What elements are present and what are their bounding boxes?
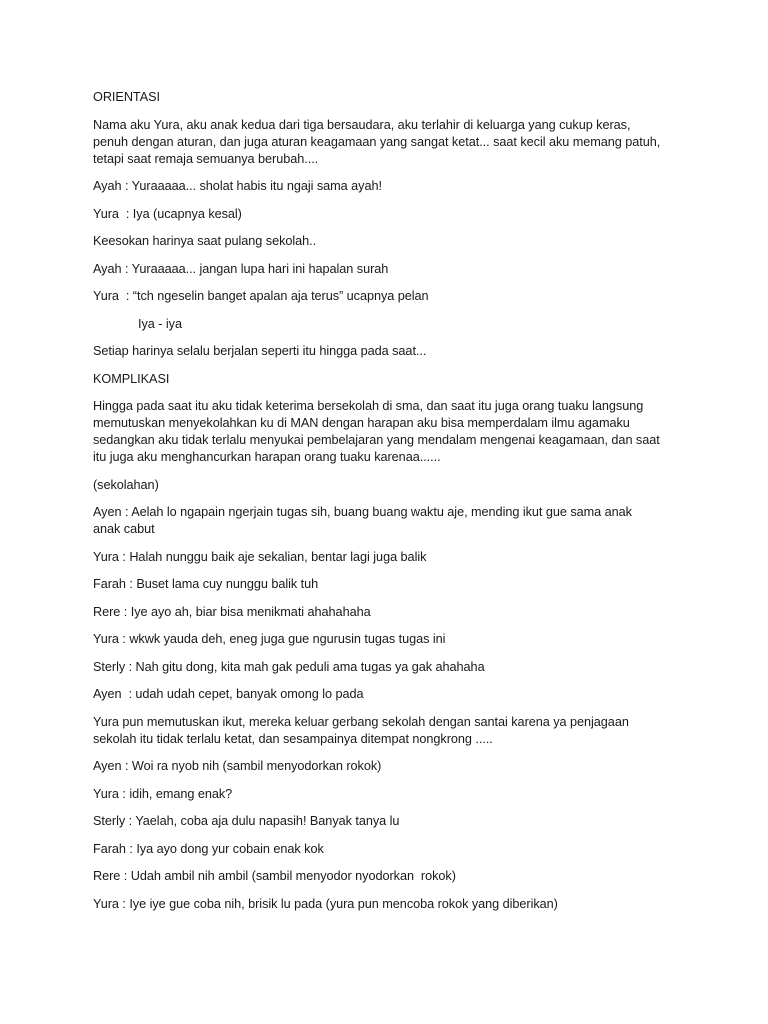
- heading-komplikasi: KOMPLIKASI: [93, 371, 170, 386]
- dialogue-line: Ayen : Woi ra nyob nih (sambil menyodorkan rokok): [93, 759, 382, 773]
- scene-label: (sekolahan): [93, 477, 159, 492]
- dialogue-line: Yura : Iya (ucapnya kesal): [93, 206, 242, 221]
- dialogue-continuation: Iya - iya: [138, 316, 182, 331]
- dialogue-line: Ayah : Yuraaaaa... sholat habis itu ngaji sama ayah!: [93, 179, 382, 193]
- dialogue-line: Yura : Halah nunggu baik aje sekalian, bentar lagi juga balik: [93, 549, 427, 564]
- narration-paragraph: Yura pun memutuskan ikut, mereka keluar gerbang sekolah dengan santai karena ya penjagaan sekolah itu tidak terlalu ketat, dan sesampainya ditempat nongkrong .....: [93, 714, 629, 746]
- dialogue-line: Yura : wkwk yauda deh, eneg juga gue ngurusin tugas tugas ini: [93, 632, 446, 646]
- paragraph-complication: Hingga pada saat itu aku tidak keterima bersekolah di sma, dan saat itu juga orang tuaku langsung memutuskan menyekolahkan ku di MAN dengan harapan aku bisa memperdalam ilmu agamaku sedangkan aku tidak terlalu menyukai pembelajaran yang mendalam mengenai keagamaan, dan saat itu juga aku menghancurkan harapan orang tuaku karenaa......: [93, 399, 660, 464]
- document-body: [93, 89, 693, 923]
- dialogue-line: Farah : Iya ayo dong yur cobain enak kok: [93, 841, 324, 856]
- dialogue-line: Farah : Buset lama cuy nunggu balik tuh: [93, 577, 319, 591]
- dialogue-line: Yura : idih, emang enak?: [93, 786, 233, 801]
- dialogue-line: Ayah : Yuraaaaa... jangan lupa hari ini hapalan surah: [93, 261, 389, 276]
- dialogue-line: Ayen : Aelah lo ngapain ngerjain tugas sih, buang buang waktu aje, mending ikut gue sama anak anak cabut: [93, 505, 632, 536]
- paragraph-intro: Nama aku Yura, aku anak kedua dari tiga bersaudara, aku terlahir di keluarga yang cukup keras, penuh dengan aturan, dan juga aturan keagamaan yang sangat ketat... saat kecil aku memang patuh, tetapi saat remaja semuanya berubah....: [93, 117, 661, 166]
- dialogue-line: Yura : Iye iye gue coba nih, brisik lu pada (yura pun mencoba rokok yang diberikan): [93, 896, 558, 911]
- narration-line: Setiap harinya selalu berjalan seperti itu hingga pada saat...: [93, 344, 427, 358]
- narration-line: Keesokan harinya saat pulang sekolah..: [93, 234, 317, 248]
- dialogue-line: Yura : “tch ngeselin banget apalan aja terus” ucapnya pelan: [93, 289, 429, 303]
- dialogue-line: Rere : Iye ayo ah, biar bisa menikmati ahahahaha: [93, 604, 371, 619]
- heading-orientasi: ORIENTASI: [93, 90, 160, 104]
- dialogue-line: Sterly : Yaelah, coba aja dulu napasih! Banyak tanya lu: [93, 814, 400, 828]
- dialogue-line: Sterly : Nah gitu dong, kita mah gak peduli ama tugas ya gak ahahaha: [93, 659, 485, 674]
- dialogue-line: Rere : Udah ambil nih ambil (sambil menyodor nyodorkan rokok): [93, 869, 456, 883]
- dialogue-line: Ayen : udah udah cepet, banyak omong lo pada: [93, 687, 364, 701]
